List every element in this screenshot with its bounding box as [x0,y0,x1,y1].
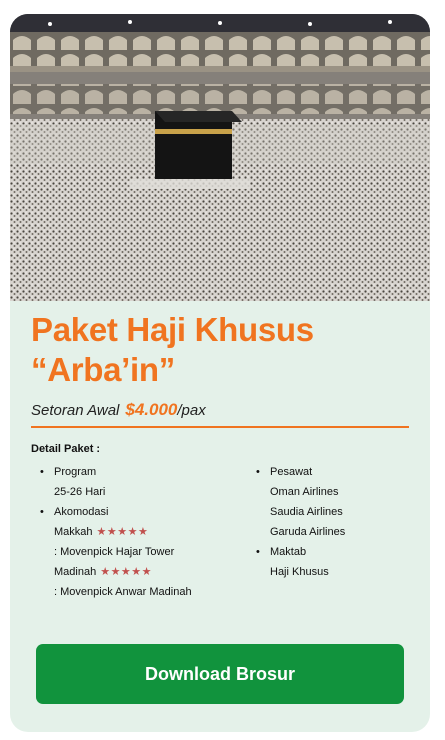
maktab-label: Maktab [270,546,307,558]
madinah-hotel: : Movenpick Anwar Madinah [54,586,192,598]
details-right-column [254,462,424,582]
program-value: 25-26 Hari [54,486,106,498]
akomodasi-label: Akomodasi [54,506,109,518]
package-title [31,310,411,390]
makkah-stars-icon: ★★★★★ [96,526,149,538]
list-item-akomodasi [38,502,248,602]
maktab-value: Haji Khusus [270,566,329,578]
details-left-column [38,462,248,602]
deposit-unit: /pax [177,402,206,419]
makkah-row [54,522,248,542]
madinah-label: Madinah [54,566,97,578]
divider [31,426,409,428]
download-brochure-button[interactable]: Download Brosur [36,644,404,704]
bullet-icon: • [256,466,260,478]
detail-heading: Detail Paket : [31,443,101,455]
madinah-row [54,562,248,582]
bullet-icon: • [40,506,44,518]
deposit-amount: $4.000 [125,400,178,419]
makkah-hotel: : Movenpick Hajar Tower [54,546,175,558]
program-label: Program [54,466,97,478]
list-item-maktab [254,542,424,582]
deposit-label: Setoran Awal [31,402,120,419]
pesawat-label: Pesawat [270,466,313,478]
madinah-stars-icon: ★★★★★ [100,566,153,578]
package-card [10,14,430,732]
list-item-program [38,462,248,502]
list-item-pesawat [254,462,424,542]
airline-item: Oman Airlines [270,486,339,498]
package-title-line1: Paket Haji Khusus [31,311,314,348]
kaaba-hero-image [10,14,430,301]
bullet-icon: • [40,466,44,478]
makkah-label: Makkah [54,526,93,538]
package-title-line2: “Arba’in” [31,351,175,388]
bullet-icon: • [256,546,260,558]
airline-item: Saudia Airlines [270,506,343,518]
deposit-line [31,400,206,420]
airline-item: Garuda Airlines [270,526,346,538]
